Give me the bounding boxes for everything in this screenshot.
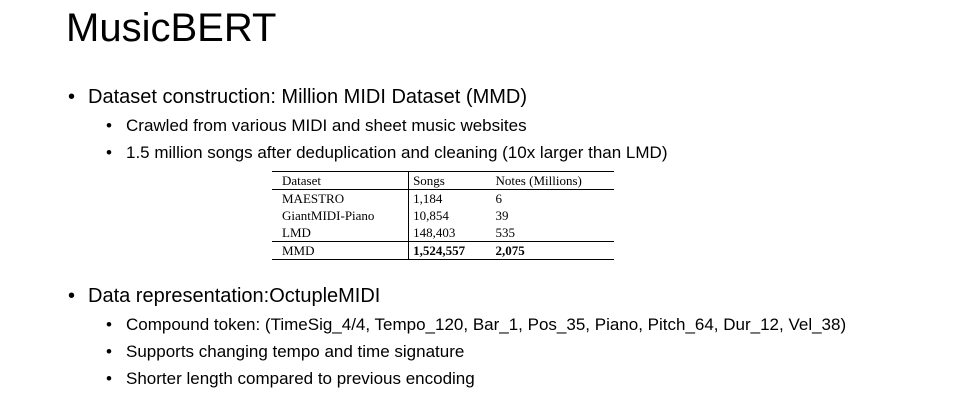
cell-notes: 39	[495, 208, 509, 223]
bullet-text: Compound token: (TimeSig_4/4, Tempo_120, Bar_1, Pos_35, Piano, Pitch_64, Dur_12, Vel_38)	[126, 315, 847, 334]
cell-songs: 1,524,557	[409, 242, 484, 260]
cell-dataset: MAESTRO	[282, 191, 345, 206]
cell-dataset: GiantMIDI-Piano	[282, 208, 375, 223]
bullet-dataset-construction	[68, 85, 527, 109]
bullet-tempo-support	[106, 342, 464, 362]
bullet-text: Dataset construction: Million MIDI Dataset (MMD)	[88, 86, 528, 108]
slide-title: MusicBERT	[66, 6, 277, 50]
bullet-dot: •	[106, 342, 112, 361]
table-header-row	[272, 172, 614, 190]
cell-notes: 6	[495, 191, 503, 206]
bullet-dot: •	[106, 143, 112, 162]
bullet-text: Data representation:OctupleMIDI	[88, 285, 381, 307]
header-dataset: Dataset	[282, 173, 321, 188]
bullet-shorter-length	[106, 369, 475, 389]
cell-notes: 535	[495, 225, 516, 240]
header-notes: Notes (Millions)	[495, 173, 582, 188]
bullet-dot: •	[106, 116, 112, 135]
bullet-million-songs	[106, 143, 667, 163]
header-songs: Songs	[409, 172, 484, 190]
bullet-compound-token	[106, 315, 846, 335]
table-total-row	[272, 242, 614, 260]
bullet-text: Crawled from various MIDI and sheet music websites	[126, 116, 527, 135]
bullet-text: Supports changing tempo and time signature	[126, 342, 465, 361]
cell-songs: 148,403	[409, 224, 484, 242]
cell-notes: 2,075	[495, 243, 525, 258]
cell-dataset: MMD	[282, 243, 315, 258]
cell-dataset: LMD	[282, 225, 311, 240]
bullet-text: Shorter length compared to previous encoding	[126, 369, 475, 388]
table-row	[272, 224, 614, 242]
bullet-dot: •	[106, 315, 112, 334]
cell-songs: 1,184	[409, 190, 484, 208]
bullet-dot: •	[68, 86, 76, 108]
table-row	[272, 207, 614, 224]
table-row	[272, 190, 614, 208]
bullet-data-representation	[68, 284, 380, 308]
bullet-dot: •	[68, 285, 76, 307]
dataset-table	[272, 171, 614, 260]
bullet-text: 1.5 million songs after deduplication and cleaning (10x larger than LMD)	[126, 143, 668, 162]
bullet-dot: •	[106, 369, 112, 388]
cell-songs: 10,854	[409, 207, 484, 224]
bullet-crawled	[106, 116, 527, 136]
